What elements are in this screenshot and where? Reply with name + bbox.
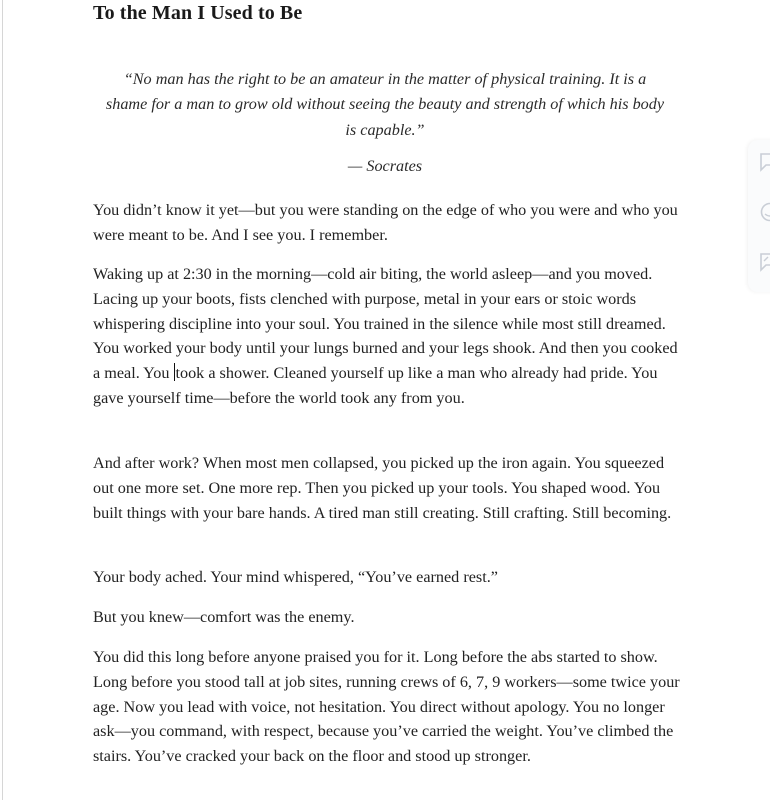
paragraph[interactable]: And after work? When most men collapsed, you picked up the iron again. You squeezed out one more set. One more rep. Then you picked up your tools. You shaped wood. You built things with your bare hands. A tired man still creating. Still crafting. Still becoming. (93, 454, 672, 522)
emoji-icon[interactable] (760, 202, 770, 222)
paragraph[interactable]: Your body ached. Your mind whispered, “You’ve earned rest.” (93, 568, 498, 586)
paragraph-text: took a shower. Cleaned yourself up like a man who already had pride. You gave yourself time—before the world took any from you. (93, 364, 658, 407)
page-left-border (2, 0, 3, 800)
epigraph-attribution[interactable]: — Socrates (347, 157, 423, 175)
paragraph[interactable]: You didn’t know it yet—but you were standing on the edge of who you were and who you were meant to be. And I see you. I remember. (93, 201, 678, 244)
epigraph-quote[interactable]: “No man has the right to be an amateur in the matter of physical training. It is a shame for a man to grow old without seeing the beauty and strength of which his body is capable.” (105, 70, 665, 139)
paragraph-text: Waking up at 2:30 in the morning—cold air biting, the world asleep—and you moved. Lacing up your boots, fists clenched with purpose, metal in your ears or stoic words whispering discipline into your soul. You trained in the silence while most still dreamed. You worked your body until your lungs burned and your legs shook. And then you cooked a meal. You (93, 265, 678, 383)
paragraph[interactable]: But you knew—comfort was the enemy. (93, 608, 355, 626)
side-action-panel (748, 140, 770, 292)
document-title[interactable]: To the Man I Used to Be (93, 2, 303, 24)
paragraph[interactable] (93, 262, 683, 411)
comment-icon[interactable] (760, 152, 770, 172)
suggest-icon[interactable] (760, 252, 770, 272)
text-cursor (174, 363, 175, 381)
paragraph[interactable]: You did this long before anyone praised you for it. Long before the abs started to show. Long before you stood tall at job sites, running crews of 6, 7, 9 workers—some twice your age. Now you lead with voice, not hesitation. You direct without apology. You no longer ask—you command, with respect, because you’ve carried the weight. You’ve climbed the stairs. You’ve cracked your back on the floor and stood up stronger. (93, 648, 680, 766)
